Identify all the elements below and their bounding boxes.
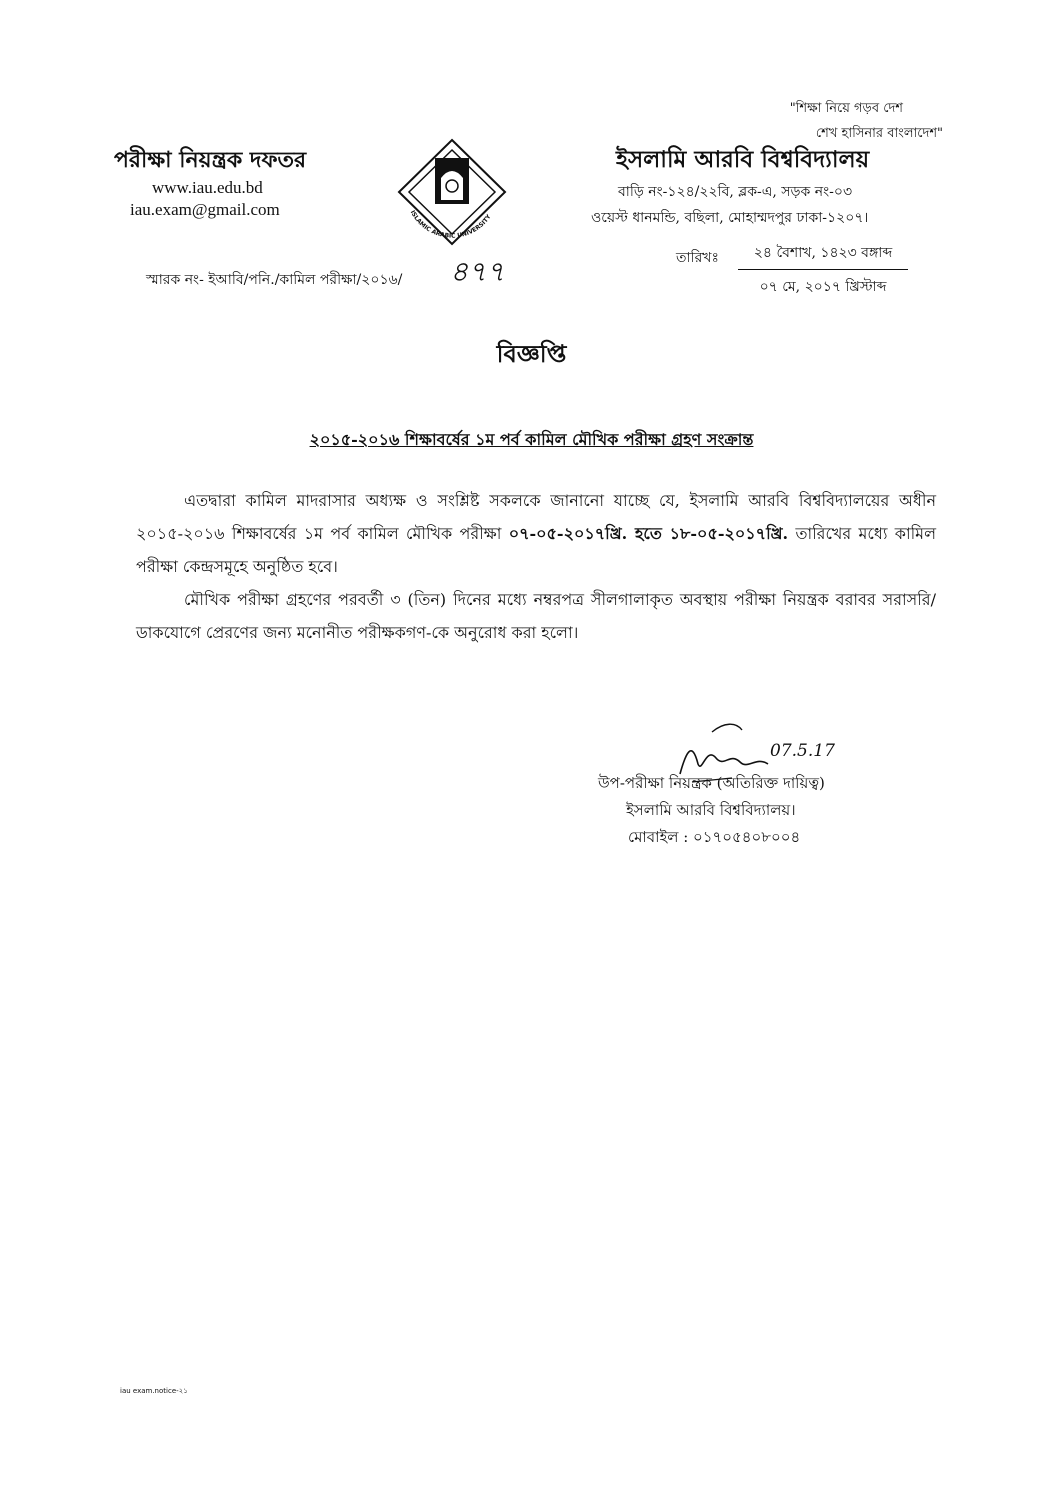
- paragraph-1-end: তারিখের মধ্যে কামিল পরীক্ষা কেন্দ্রসমূহে অনুষ্ঠিত হবে।: [136, 524, 936, 576]
- website-link[interactable]: www.iau.edu.bd: [152, 178, 263, 197]
- motto-line-2: শেখ হাসিনার বাংলাদেশ": [815, 126, 943, 141]
- notice-body: [136, 484, 936, 649]
- notice-heading: বিজ্ঞপ্তি: [496, 339, 567, 368]
- file-reference: iau exam.notice-২১: [120, 1387, 188, 1395]
- office-title: পরীক্ষা নিয়ন্ত্রক দফতর: [114, 147, 307, 173]
- date-bangla: ২৪ বৈশাখ, ১৪২৩ বঙ্গাব্দ: [738, 241, 908, 270]
- university-title: ইসলামি আরবি বিশ্ববিদ্যালয়: [616, 146, 870, 173]
- paragraph-1-start: এতদ্বারা কামিল মাদরাসার অধ্যক্ষ ও সংশ্লিষ্ট সকলকে জানানো যাচ্ছে যে, ইসলামি আরবি বিশ্ববিদ্যালয়ের অধীন ২০১৫-২০১৬ শিক্ষাবর্ষের ১ম পর্ব কামিল মৌখিক পরীক্ষা: [136, 491, 936, 543]
- signatory-mobile: মোবাইল : ০১৭০৫৪০৮০০৪: [628, 828, 801, 846]
- memo-number: ৪৭৭: [450, 255, 505, 288]
- notice-subject: ২০১৫-২০১৬ শিক্ষাবর্ষের ১ম পর্ব কামিল মৌখিক পরীক্ষা গ্রহণ সংক্রান্ত: [309, 430, 754, 449]
- signature-date: 07.5.17: [770, 741, 835, 761]
- motto-line-1: "শিক্ষা নিয়ে গড়ব দেশ: [789, 101, 903, 116]
- signatory-block: [598, 770, 825, 851]
- signatory-designation: উপ-পরীক্ষা নিয়ন্ত্রক (অতিরিক্ত দায়িত্ব): [598, 774, 825, 792]
- motto: [790, 96, 943, 146]
- paragraph-2: মৌখিক পরীক্ষা গ্রহণের পরবর্তী ৩ (তিন) দিনের মধ্যে নম্বরপত্র সীলগালাকৃত অবস্থায় পরীক্ষা নিয়ন্ত্রক বরাবর সরাসরি/ডাকযোগে প্রেরণের জন্য মনোনীত পরীক্ষকগণ-কে অনুরোধ করা হলো।: [136, 590, 936, 642]
- date-box: [738, 241, 908, 299]
- address-line-2: ওয়েস্ট ধানমন্ডি, বছিলা, মোহাম্মদপুর ঢাকা-১২০৭।: [591, 210, 869, 226]
- signatory-institution: ইসলামি আরবি বিশ্ববিদ্যালয়।: [626, 801, 796, 819]
- paragraph-1: [136, 484, 936, 583]
- university-logo: [397, 138, 507, 246]
- memo-reference: স্মারক নং- ইআবি/পনি./কামিল পরীক্ষা/২০১৬/: [146, 272, 403, 288]
- logo-text: ISLAMIC ARABIC UNIVERSITY: [408, 209, 493, 240]
- exam-date-range: ০৭-০৫-২০১৭খ্রি. হতে ১৮-০৫-২০১৭খ্রি.: [508, 524, 789, 543]
- date-gregorian: ০৭ মে, ২০১৭ খ্রিস্টাব্দ: [759, 279, 887, 295]
- email-link[interactable]: iau.exam@gmail.com: [130, 200, 280, 219]
- date-label: তারিখঃ: [676, 250, 719, 266]
- address-line-1: বাড়ি নং-১২৪/২২বি, ব্লক-এ, সড়ক নং-০৩: [618, 184, 853, 200]
